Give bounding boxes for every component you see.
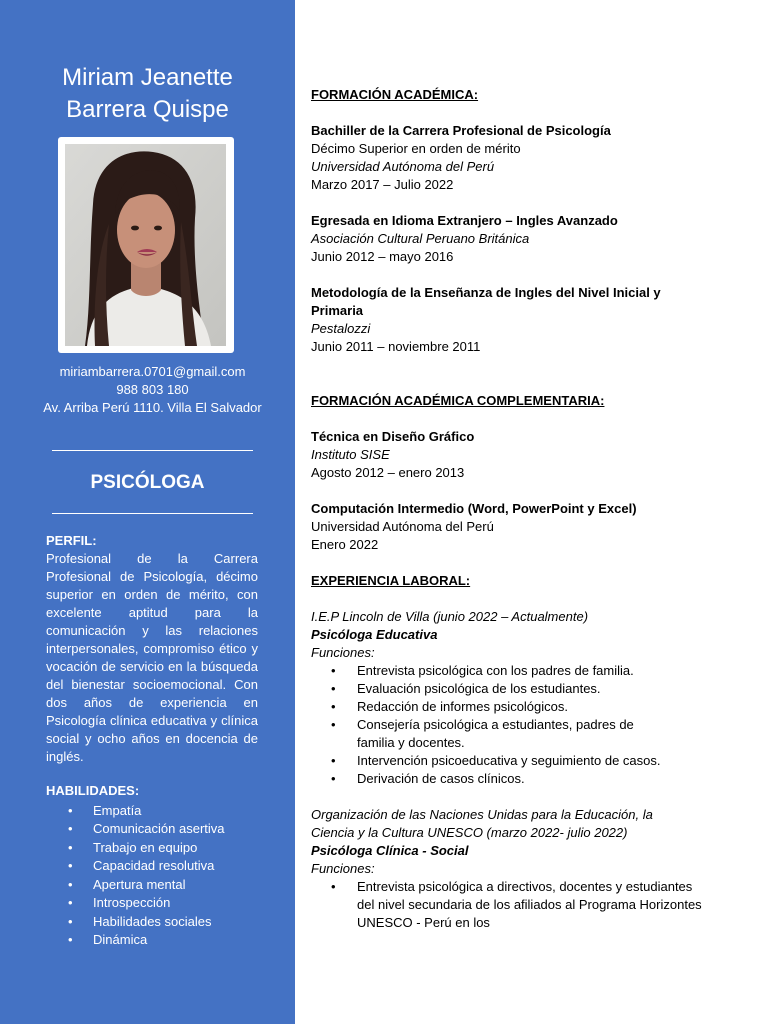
bullet-icon: •: [68, 821, 73, 836]
bullet-icon: •: [68, 839, 73, 855]
complementary-heading: FORMACIÓN ACADÉMICA COMPLEMENTARIA:: [311, 393, 605, 408]
job-position: Psicóloga Educativa: [311, 627, 438, 642]
complementary-institution: Instituto SISE: [311, 447, 390, 462]
function-item: • Entrevista psicológica con los padres de familia.: [331, 663, 634, 678]
function-item: • Redacción de informes psicológicos.: [331, 699, 568, 714]
skill-item: • Apertura mental: [46, 876, 266, 895]
bullet-icon: •: [331, 753, 336, 768]
bullet-icon: •: [331, 699, 336, 714]
function-item: • Entrevista psicológica a directivos, docentes y estudiantes del nivel secundaria de los afiliados al Programa Horizontes UNESCO - Perú en los: [331, 879, 702, 930]
complementary-title: Computación Intermedio (Word, PowerPoint y Excel): [311, 501, 637, 516]
job-functions-list: [311, 662, 711, 788]
function-item: • Intervención psicoeducativa y seguimiento de casos.: [331, 753, 661, 768]
bullet-icon: •: [68, 913, 73, 929]
skill-item: • Comunicación asertiva: [46, 820, 266, 839]
complementary-item: [311, 500, 711, 554]
job-position: Psicóloga Clínica - Social: [311, 843, 469, 858]
skill-item: • Empatía: [46, 802, 266, 821]
complementary-title: Técnica en Diseño Gráfico: [311, 429, 475, 444]
skill-item: • Trabajo en equipo: [46, 839, 266, 858]
complementary-item: [311, 428, 711, 482]
candidate-name: Miriam Jeanette Barrera Quispe: [62, 64, 233, 123]
experience-heading: EXPERIENCIA LABORAL:: [311, 573, 471, 588]
education-detail: Décimo Superior en orden de mérito: [311, 141, 521, 156]
skill-item: • Capacidad resolutiva: [46, 857, 266, 876]
education-dates: Junio 2012 – mayo 2016: [311, 249, 454, 264]
education-item: [311, 284, 711, 356]
divider-bottom: [52, 513, 253, 514]
skills-list: [46, 802, 266, 950]
skill-item: • Dinámica: [46, 931, 266, 950]
education-institution: Asociación Cultural Peruano Británica: [311, 231, 530, 246]
skills-section: [46, 782, 266, 950]
main-content: [311, 86, 711, 932]
profile-section: [46, 532, 258, 766]
bullet-icon: •: [68, 895, 73, 910]
job-functions-label: Funciones:: [311, 861, 375, 876]
job-functions-label: Funciones:: [311, 645, 375, 660]
bullet-icon: •: [68, 932, 73, 947]
job-entry: [311, 608, 711, 788]
education-dates: Junio 2011 – noviembre 2011: [311, 339, 481, 354]
profile-heading: PERFIL:: [46, 533, 97, 548]
education-institution: Universidad Autónoma del Perú: [311, 159, 495, 174]
job-entry: [311, 806, 711, 932]
profile-photo: [65, 144, 226, 346]
complementary-dates: Enero 2022: [311, 537, 379, 552]
address-text: Av. Arriba Perú 1110. Villa El Salvador: [43, 400, 262, 415]
bullet-icon: •: [331, 681, 336, 696]
education-dates: Marzo 2017 – Julio 2022: [311, 177, 454, 192]
profile-text: Profesional de la Carrera Profesional de Psicología, décimo superior en orden de mérito, con excelente aptitud para la comunicación y las relaciones interpersonales, compromiso ético y vocación de servicio en la búsqueda del bienestar socioemocional. Con dos años de experiencia en Psicología clínica educativa y clínica social y ocho años en docencia de inglés.: [46, 551, 258, 764]
function-item: • Derivación de casos clínicos.: [331, 771, 525, 786]
sidebar: [0, 0, 295, 1024]
education-heading: FORMACIÓN ACADÉMICA:: [311, 87, 479, 102]
bullet-icon: •: [331, 663, 336, 678]
job-title: PSICÓLOGA: [90, 472, 205, 493]
bullet-icon: •: [331, 771, 336, 786]
skill-item: • Habilidades sociales: [46, 913, 266, 932]
bullet-icon: •: [68, 802, 73, 818]
job-functions-list: [311, 878, 711, 932]
complementary-institution: Universidad Autónoma del Perú: [311, 519, 494, 534]
bullet-icon: •: [331, 717, 336, 732]
education-item: [311, 212, 711, 266]
skills-heading: HABILIDADES:: [46, 783, 140, 798]
contact-info: [30, 363, 275, 417]
skill-item: • Introspección: [46, 894, 266, 913]
bullet-icon: •: [68, 858, 73, 873]
education-title: Metodología de la Enseñanza de Ingles del Nivel Inicial y Primaria: [311, 285, 661, 318]
complementary-dates: Agosto 2012 – enero 2013: [311, 465, 465, 480]
education-institution: Pestalozzi: [311, 321, 371, 336]
job-employer: Organización de las Naciones Unidas para la Educación, la Ciencia y la Cultura UNESCO (marzo 2022- julio 2022): [311, 807, 653, 840]
job-employer: I.E.P Lincoln de Villa (junio 2022 – Actualmente): [311, 609, 589, 624]
education-title: Bachiller de la Carrera Profesional de Psicología: [311, 123, 611, 138]
function-item: • Evaluación psicológica de los estudiantes.: [331, 681, 601, 696]
education-item: [311, 122, 711, 194]
function-item: • Consejería psicológica a estudiantes, padres de familia y docentes.: [331, 717, 634, 750]
bullet-icon: •: [331, 879, 336, 894]
email-text: miriambarrera.0701@gmail.com: [59, 364, 246, 379]
divider-top: [52, 450, 253, 451]
phone-text: 988 803 180: [116, 382, 189, 397]
education-title: Egresada en Idioma Extranjero – Ingles Avanzado: [311, 213, 618, 228]
bullet-icon: •: [68, 876, 73, 892]
